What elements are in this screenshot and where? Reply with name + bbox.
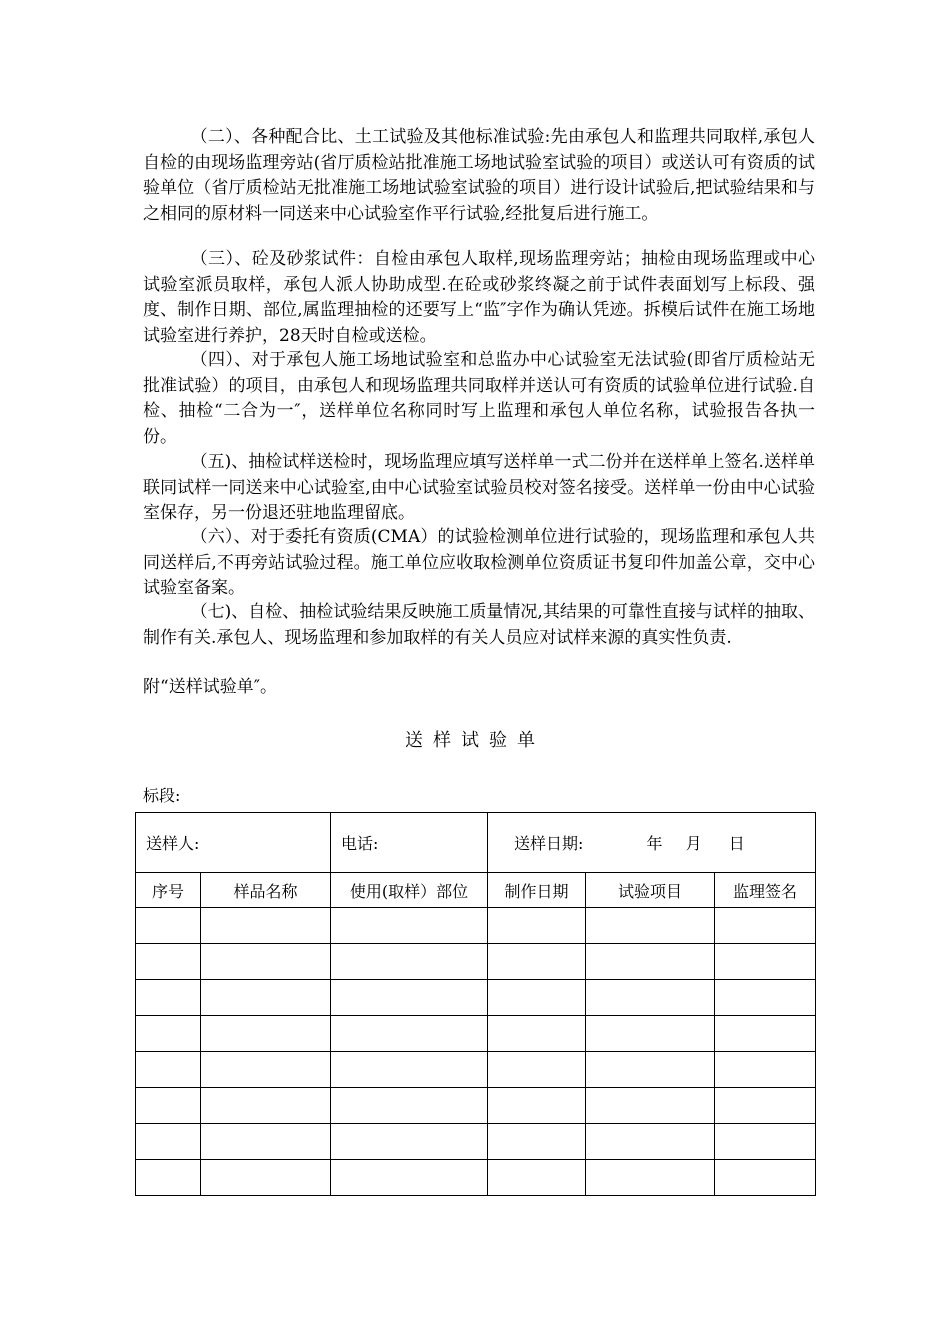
table-cell[interactable] [136, 944, 201, 980]
phone-label: 电话: [341, 834, 379, 853]
table-row [136, 1016, 816, 1052]
table-cell[interactable] [136, 1052, 201, 1088]
table-cell[interactable] [331, 1016, 488, 1052]
table-cell[interactable] [715, 1124, 816, 1160]
table-cell[interactable] [488, 908, 586, 944]
table-cell[interactable] [331, 1160, 488, 1196]
paragraph-7: （七)、自检、抽检试验结果反映施工质量情况,其结果的可靠性直接与试样的抽取、制作有关.承包人、现场监理和参加取样的有关人员应对试样来源的真实性负责. [143, 602, 815, 648]
table-cell[interactable] [488, 1016, 586, 1052]
table-cell[interactable] [201, 944, 331, 980]
form-title: 送样试验单 [405, 730, 545, 751]
table-cell[interactable] [201, 1124, 331, 1160]
year-label: 年 [646, 834, 663, 853]
column-header-row [136, 873, 816, 908]
table-cell[interactable] [136, 1088, 201, 1124]
date-field[interactable] [488, 813, 816, 873]
table-cell[interactable] [201, 1016, 331, 1052]
table-cell[interactable] [136, 1016, 201, 1052]
sender-label: 送样人: [146, 834, 200, 853]
sender-field[interactable] [136, 813, 331, 873]
table-cell[interactable] [331, 1052, 488, 1088]
table-row [136, 980, 816, 1016]
table-cell[interactable] [201, 980, 331, 1016]
table-cell[interactable] [586, 1016, 715, 1052]
table-cell[interactable] [715, 1160, 816, 1196]
paragraph-3: （三）、砼及砂浆试件：自检由承包人取样,现场监理旁站；抽检由现场监理或中心试验室派员取样，承包人派人协助成型.在砼或砂浆终凝之前于试件表面划写上标段、强度、制作日期、部位,属监理抽检的还要写上“监″字作为确认凭迹。拆模后试件在施工场地试验室进行养护，28天时自检或送检。 [143, 249, 815, 346]
col-header-sample-name: 样品名称 [201, 873, 331, 908]
table-row [136, 1160, 816, 1196]
table-cell[interactable] [586, 908, 715, 944]
table-cell[interactable] [715, 1052, 816, 1088]
table-row [136, 908, 816, 944]
table-cell[interactable] [331, 908, 488, 944]
paragraph-2: （二）、各种配合比、土工试验及其他标准试验:先由承包人和监理共同取样,承包人自检的由现场监理旁站(省厅质检站批准施工场地试验室试验的项目）或送认可有资质的试验单位（省厅质检站无批准施工场地试验室试验的项目）进行设计试验后,把试验结果和与之相同的原材料一同送来中心试验室作平行试验,经批复后进行施工。 [143, 127, 815, 224]
table-cell[interactable] [488, 980, 586, 1016]
table-cell[interactable] [331, 944, 488, 980]
form-header-row [136, 813, 816, 873]
table-row [136, 1088, 816, 1124]
month-label: 月 [685, 834, 702, 853]
table-cell[interactable] [586, 944, 715, 980]
table-cell[interactable] [586, 1052, 715, 1088]
col-header-index: 序号 [136, 873, 201, 908]
table-cell[interactable] [136, 980, 201, 1016]
col-header-test-item: 试验项目 [586, 873, 715, 908]
table-cell[interactable] [136, 1124, 201, 1160]
table-cell[interactable] [488, 944, 586, 980]
table-cell[interactable] [715, 980, 816, 1016]
table-cell[interactable] [488, 1124, 586, 1160]
table-row [136, 1124, 816, 1160]
table-cell[interactable] [586, 1088, 715, 1124]
table-cell[interactable] [136, 908, 201, 944]
table-row [136, 1052, 816, 1088]
col-header-supervisor-sign: 监理签名 [715, 873, 816, 908]
date-label: 送样日期: [514, 834, 584, 853]
table-cell[interactable] [201, 1088, 331, 1124]
table-cell[interactable] [201, 1052, 331, 1088]
phone-field[interactable] [331, 813, 488, 873]
attachment-note: 附“送样试验单″。 [143, 677, 278, 697]
segment-label: 标段: [143, 786, 181, 805]
paragraph-6: （六）、对于委托有资质(CMA）的试验检测单位进行试验的，现场监理和承包人共同送样后,不再旁站试验过程。施工单位应收取检测单位资质证书复印件加盖公章，交中心试验室备案。 [143, 527, 815, 599]
table-cell[interactable] [201, 1160, 331, 1196]
col-header-location: 使用(取样）部位 [331, 873, 488, 908]
table-cell[interactable] [586, 980, 715, 1016]
table-cell[interactable] [715, 1088, 816, 1124]
col-header-make-date: 制作日期 [488, 873, 586, 908]
day-label: 日 [728, 834, 745, 853]
table-cell[interactable] [331, 1088, 488, 1124]
table-cell[interactable] [586, 1124, 715, 1160]
table-cell[interactable] [488, 1160, 586, 1196]
table-cell[interactable] [201, 908, 331, 944]
table-cell[interactable] [715, 908, 816, 944]
table-cell[interactable] [331, 980, 488, 1016]
table-cell[interactable] [715, 944, 816, 980]
table-cell[interactable] [331, 1124, 488, 1160]
table-cell[interactable] [715, 1016, 816, 1052]
table-cell[interactable] [586, 1160, 715, 1196]
table-cell[interactable] [488, 1052, 586, 1088]
paragraph-4: （四）、对于承包人施工场地试验室和总监办中心试验室无法试验(即省厅质检站无批准试验）的项目，由承包人和现场监理共同取样并送认可有资质的试验单位进行试验.自检、抽检“二合为一″，送样单位名称同时写上监理和承包人单位名称，试验报告各执一份。 [143, 350, 815, 447]
table-cell[interactable] [488, 1088, 586, 1124]
table-row [136, 944, 816, 980]
table-cell[interactable] [136, 1160, 201, 1196]
paragraph-5: （五)、抽检试样送检时，现场监理应填写送样单一式二份并在送样单上签名.送样单联同试样一同送来中心试验室,由中心试验室试验员校对签名接受。送样单一份由中心试验室保存，另一份退还驻地监理留底。 [143, 452, 815, 524]
sample-form-table [135, 812, 816, 1196]
